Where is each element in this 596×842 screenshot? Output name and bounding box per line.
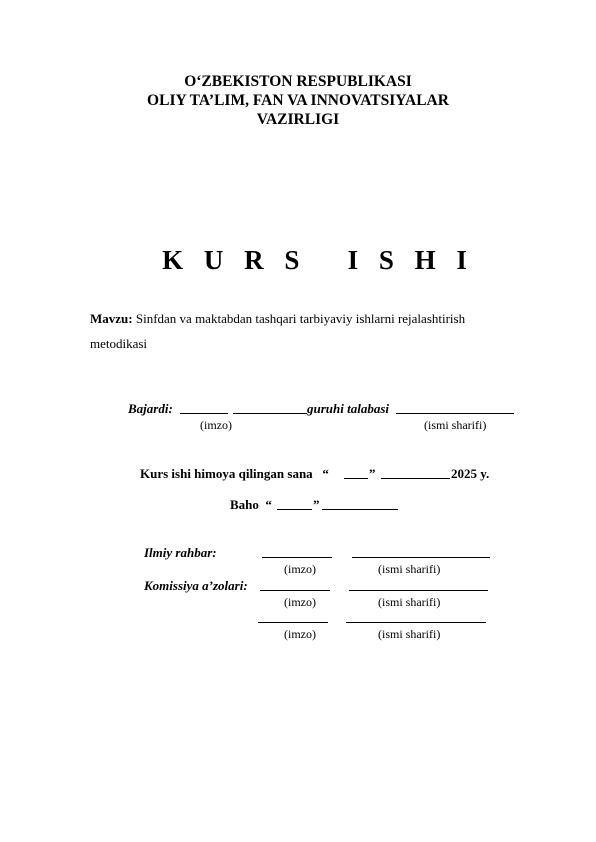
- topic-text: Sinfdan va maktabdan tashqari tarbiyaviy ishlarni rejalashtirish metodikasi: [90, 311, 466, 351]
- document-title: K U R S I S H I: [162, 245, 474, 275]
- performer-name-caption: (ismi sharifi): [424, 418, 487, 432]
- performer-name-line: [396, 413, 514, 414]
- grade-score-line: [277, 509, 312, 510]
- supervisor-sign-caption: (imzo): [284, 562, 316, 576]
- commission-member-2-sign-caption: (imzo): [284, 627, 316, 641]
- commission-member-1-name-line: [349, 590, 488, 591]
- performer-group-line: [233, 413, 307, 414]
- defense-quote-close: ”: [369, 466, 376, 481]
- ministry-line-1: O‘ZBEKISTON RESPUBLIKASI: [184, 73, 412, 90]
- performer-group-label: guruhi talabasi: [307, 401, 390, 416]
- grade-text-line: [322, 509, 398, 510]
- supervisor-label: Ilmiy rahbar:: [144, 545, 217, 560]
- supervisor-name-line: [352, 557, 490, 558]
- commission-label: Komissiya a’zolari:: [144, 578, 248, 593]
- defense-date-label: Kurs ishi himoya qilingan sana “: [140, 466, 329, 481]
- commission-member-2-sign-line: [258, 622, 328, 623]
- ministry-header: [0, 72, 596, 129]
- topic: [90, 306, 510, 356]
- performer-sign-caption: (imzo): [200, 418, 232, 432]
- commission-member-1-name-caption: (ismi sharifi): [378, 595, 441, 609]
- commission-member-2-name-line: [346, 622, 486, 623]
- supervisor-sign-line: [262, 557, 332, 558]
- commission-member-1-sign-line: [260, 590, 330, 591]
- grade-label: Baho “: [230, 497, 272, 512]
- ministry-line-2: OLIY TA’LIM, FAN VA INNOVATSIYALAR: [147, 92, 449, 109]
- commission-member-1-sign-caption: (imzo): [284, 595, 316, 609]
- topic-label: Mavzu:: [90, 311, 133, 326]
- performer-label: Bajardi:: [128, 401, 173, 416]
- commission-member-2-name-caption: (ismi sharifi): [378, 627, 441, 641]
- supervisor-name-caption: (ismi sharifi): [378, 562, 441, 576]
- defense-month-line: [381, 478, 450, 479]
- ministry-line-3: VAZIRLIGI: [256, 111, 340, 128]
- defense-day-line: [344, 478, 368, 479]
- defense-year: 2025 y.: [451, 466, 490, 481]
- performer-sign-line: [180, 413, 228, 414]
- grade-quote-close: ”: [313, 497, 320, 512]
